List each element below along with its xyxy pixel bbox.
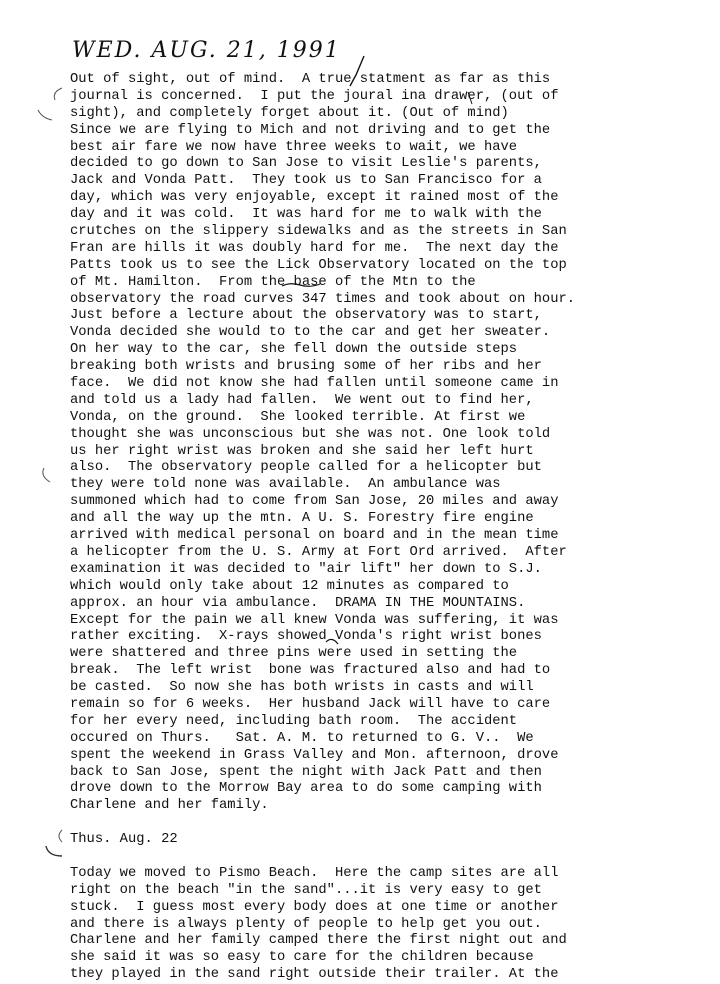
text-line: Since we are flying to Mich and not driving and to get the	[70, 122, 551, 138]
text-line: back to San Jose, spent the night with Jack Patt and then	[70, 764, 542, 780]
text-line: approx. an hour via ambulance. DRAMA IN THE MOUNTAINS.	[70, 595, 526, 611]
text-line: spent the weekend in Grass Valley and Mon. afternoon, drove	[70, 747, 559, 763]
text-line: of Mt. Hamilton. From the base of the Mtn to the	[70, 274, 476, 290]
text-line: day and it was cold. It was hard for me to walk with the	[70, 207, 542, 223]
text-line: break. The left wrist bone was fractured also and had to	[70, 663, 551, 679]
journal-body	[70, 72, 710, 984]
text-line: Charlene and her family.	[70, 798, 269, 814]
paragraph-gap	[70, 815, 710, 832]
entry-date-line: Thus. Aug. 22	[70, 832, 178, 848]
text-line: On her way to the car, she fell down the outside steps	[70, 342, 518, 358]
text-line: were shattered and three pins were used in setting the	[70, 646, 518, 662]
text-line: and all the way up the mtn. A U. S. Forestry fire engine	[70, 511, 534, 527]
text-line: observatory the road curves 347 times and took about on hour.	[70, 291, 576, 307]
text-line: Out of sight, out of mind. A true statment as far as this	[70, 72, 551, 87]
entry-date-heading: WED. AUG. 21, 1991	[72, 38, 341, 63]
text-line: also. The observatory people called for a helicopter but	[70, 460, 542, 476]
text-line: day, which was very enjoyable, except it rained most of the	[70, 190, 559, 206]
margin-bracket-mark	[46, 846, 62, 856]
text-line: journal is concerned. I put the joural ina drawer, (out of	[70, 88, 559, 104]
text-line: and told us a lady had fallen. We went out to find her,	[70, 392, 534, 408]
margin-bracket-mark	[43, 468, 50, 482]
text-line: and there is always plenty of people to help get you out.	[70, 916, 542, 932]
text-line: Jack and Vonda Patt. They took us to San Francisco for a	[70, 173, 542, 189]
paragraph-gap	[70, 849, 710, 866]
text-line: Today we moved to Pismo Beach. Here the camp sites are all	[70, 865, 559, 881]
text-line: Charlene and her family camped there the first night out and	[70, 933, 567, 949]
text-line: examination it was decided to "air lift" her down to S.J.	[70, 561, 542, 577]
text-line: crutches on the slippery sidewalks and as the streets in San	[70, 224, 567, 240]
text-line: Patts took us to see the Lick Observatory located on the top	[70, 257, 567, 273]
text-line: summoned which had to come from San Jose, 20 miles and away	[70, 494, 559, 510]
text-line: occured on Thurs. Sat. A. M. to returned to G. V.. We	[70, 730, 534, 746]
margin-bracket-mark	[59, 830, 62, 842]
text-line: she said it was so easy to care for the children because	[70, 950, 534, 966]
text-line: best air fare we now have three weeks to wait, we have	[70, 139, 518, 155]
text-line: which would only take about 12 minutes as compared to	[70, 578, 509, 594]
text-line: sight), and completely forget about it. (Out of mind)	[70, 105, 509, 121]
text-line: rather exciting. X-rays showed Vonda's right wrist bones	[70, 629, 542, 645]
text-line: they were told none was available. An ambulance was	[70, 477, 501, 493]
text-line: breaking both wrists and brusing some of her ribs and her	[70, 359, 542, 375]
margin-bracket-mark	[54, 88, 62, 100]
text-line: right on the beach "in the sand"...it is very easy to get	[70, 882, 542, 898]
text-line: a helicopter from the U. S. Army at Fort Ord arrived. After	[70, 544, 567, 560]
text-line: decided to go down to San Jose to visit Leslie's parents,	[70, 156, 542, 172]
text-line: Vonda decided she would to to the car and get her sweater.	[70, 325, 551, 341]
margin-bracket-mark	[38, 110, 52, 120]
text-line: Just before a lecture about the observatory was to start,	[70, 308, 542, 324]
text-line: be casted. So now she has both wrists in casts and will	[70, 680, 534, 696]
text-line: Except for the pain we all knew Vonda was suffering, it was	[70, 612, 559, 628]
text-line: thought she was unconscious but she was not. One look told	[70, 426, 551, 442]
text-line: for her every need, including bath room. The accident	[70, 713, 518, 729]
text-line: remain so for 6 weeks. Her husband Jack will have to care	[70, 696, 551, 712]
text-line: arrived with medical personal on board and in the mean time	[70, 528, 559, 544]
text-line: face. We did not know she had fallen until someone came in	[70, 376, 559, 392]
text-line: drove down to the Morrow Bay area to do some camping with	[70, 781, 542, 797]
text-line: stuck. I guess most every body does at one time or another	[70, 899, 559, 915]
text-line: Fran are hills it was doubly hard for me. The next day the	[70, 240, 559, 256]
text-line: us her right wrist was broken and she said her left hurt	[70, 443, 534, 459]
text-line: Vonda, on the ground. She looked terrible. At first we	[70, 409, 526, 425]
text-line: they played in the sand right outside their trailer. At the	[70, 967, 559, 983]
